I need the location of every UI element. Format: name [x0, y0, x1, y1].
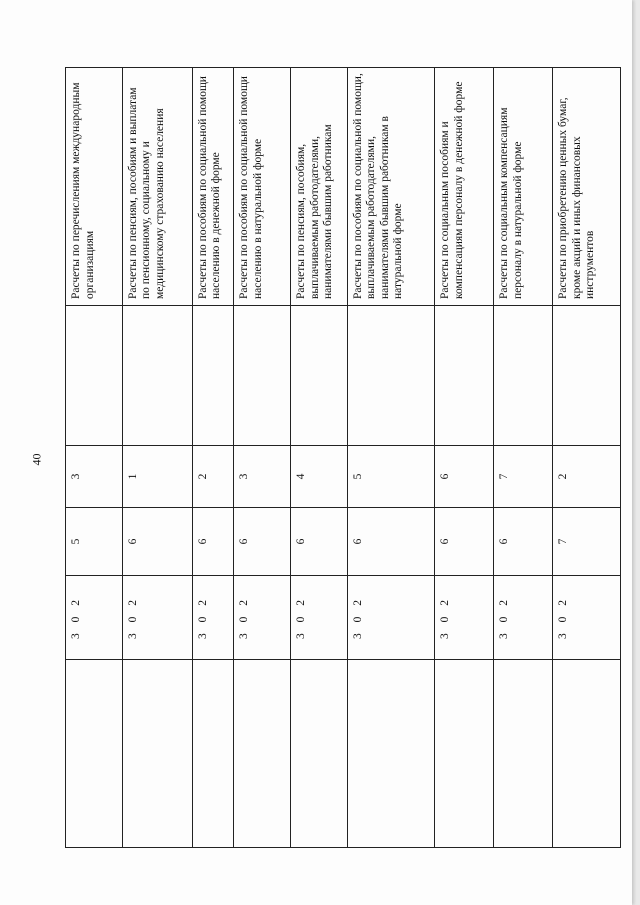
account-code-cell: 3 0 2	[192, 576, 234, 660]
account-code-cell: 3 0 2	[553, 576, 621, 660]
account-name-cell: Расчеты по пенсиям, пособиям и выплатам по пенсионному, социальному и медицинскому страхованию населения	[122, 68, 192, 306]
account-name-cell: Расчеты по приобретению ценных бумаг, кроме акций и иных финансовых инструментов	[553, 68, 621, 306]
kosgu-article-cell: 7	[494, 446, 553, 508]
account-name-cell: Расчеты по перечислениям международным организациям	[66, 68, 123, 306]
kosgu-article-cell: 3	[234, 446, 291, 508]
kosgu-article-cell: 4	[291, 446, 348, 508]
page-number: 40	[29, 453, 44, 466]
empty-cell	[347, 306, 434, 446]
empty-cell	[347, 660, 434, 848]
table-row	[122, 68, 192, 848]
empty-cell	[291, 660, 348, 848]
kosgu-group-cell: 6	[291, 508, 348, 576]
account-name-cell: Расчеты по пособиям по социальной помощи населению в натуральной форме	[234, 68, 291, 306]
kosgu-article-cell: 3	[66, 446, 123, 508]
empty-cell	[66, 306, 123, 446]
empty-cell	[435, 306, 494, 446]
empty-cell	[192, 660, 234, 848]
account-name-cell: Расчеты по пособиям по социальной помощи населению в денежной форме	[192, 68, 234, 306]
account-name-cell: Расчеты по пособиям по социальной помощи, выплачиваемым работодателями, нанимателями бывшим работникам в натуральной форме	[347, 68, 434, 306]
empty-cell	[494, 306, 553, 446]
table-row	[435, 68, 494, 848]
kosgu-group-cell: 6	[435, 508, 494, 576]
table-row	[66, 68, 123, 848]
account-name-cell: Расчеты по пенсиям, пособиям, выплачиваемым работодателями, нанимателями бывшим работникам	[291, 68, 348, 306]
empty-cell	[66, 660, 123, 848]
empty-cell	[553, 306, 621, 446]
empty-cell	[192, 306, 234, 446]
table-rotated-container	[65, 68, 621, 848]
empty-cell	[291, 306, 348, 446]
table-row	[494, 68, 553, 848]
kosgu-group-cell: 6	[494, 508, 553, 576]
table-row	[291, 68, 348, 848]
kosgu-group-cell: 6	[234, 508, 291, 576]
kosgu-group-cell: 6	[192, 508, 234, 576]
empty-cell	[435, 660, 494, 848]
kosgu-article-cell: 5	[347, 446, 434, 508]
empty-cell	[122, 306, 192, 446]
account-code-cell: 3 0 2	[347, 576, 434, 660]
empty-cell	[553, 660, 621, 848]
empty-cell	[234, 306, 291, 446]
empty-cell	[234, 660, 291, 848]
account-code-cell: 3 0 2	[122, 576, 192, 660]
account-name-cell: Расчеты по социальным пособиям и компенсациям персоналу в денежной форме	[435, 68, 494, 306]
kosgu-group-cell: 6	[347, 508, 434, 576]
account-code-cell: 3 0 2	[291, 576, 348, 660]
kosgu-article-cell: 6	[435, 446, 494, 508]
kosgu-group-cell: 6	[122, 508, 192, 576]
account-code-cell: 3 0 2	[435, 576, 494, 660]
account-code-cell: 3 0 2	[234, 576, 291, 660]
kosgu-article-cell: 2	[553, 446, 621, 508]
table-row	[553, 68, 621, 848]
account-code-cell: 3 0 2	[494, 576, 553, 660]
account-name-cell: Расчеты по социальным компенсациям персоналу в натуральной форме	[494, 68, 553, 306]
kosgu-group-cell: 5	[66, 508, 123, 576]
table-body	[66, 68, 621, 848]
accounts-table	[65, 67, 621, 848]
account-code-cell: 3 0 2	[66, 576, 123, 660]
empty-cell	[494, 660, 553, 848]
kosgu-article-cell: 1	[122, 446, 192, 508]
table-row	[192, 68, 234, 848]
empty-cell	[122, 660, 192, 848]
kosgu-group-cell: 7	[553, 508, 621, 576]
kosgu-article-cell: 2	[192, 446, 234, 508]
table-row	[347, 68, 434, 848]
table-row	[234, 68, 291, 848]
